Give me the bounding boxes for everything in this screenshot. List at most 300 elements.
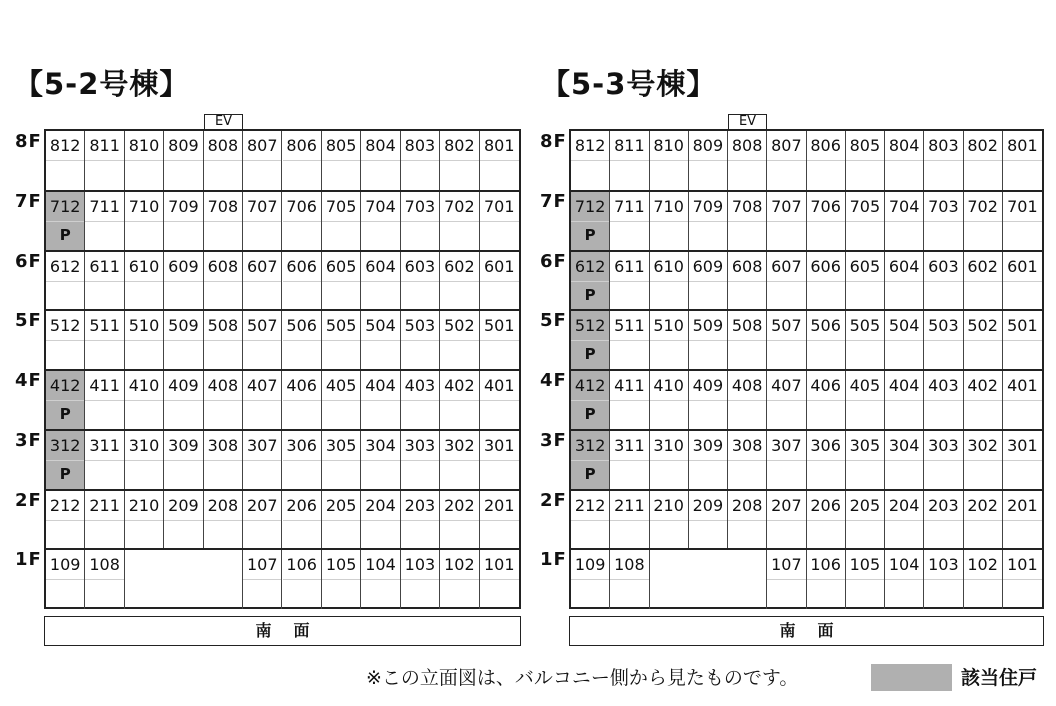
unit-cell <box>283 550 322 609</box>
unit-cell <box>964 371 1003 430</box>
unit-cell <box>689 371 728 430</box>
unit-cell <box>46 550 85 609</box>
unit-number: 609 <box>164 252 202 282</box>
unit-cell <box>85 550 124 609</box>
unit-number: 601 <box>480 252 519 282</box>
unit-cell <box>885 252 924 311</box>
unit-cell <box>964 311 1003 370</box>
elevator-label: EV <box>204 114 243 130</box>
unit-number: 311 <box>610 431 648 461</box>
unit-number: 807 <box>767 131 805 161</box>
floor-label: 6F <box>15 250 42 272</box>
unit-number: 210 <box>650 491 688 521</box>
empty-unit-cell <box>164 550 203 609</box>
unit-cell <box>480 371 519 430</box>
unit-cell <box>283 491 322 550</box>
unit-cell <box>964 550 1003 609</box>
unit-number: 801 <box>480 131 519 161</box>
unit-number: 707 <box>243 192 281 222</box>
unit-number: 805 <box>322 131 360 161</box>
unit-cell <box>610 252 649 311</box>
unit-number: 109 <box>571 550 609 580</box>
unit-number: 503 <box>401 311 439 341</box>
unit-number: 402 <box>440 371 478 401</box>
unit-cell <box>924 491 963 550</box>
unit-number: 408 <box>728 371 766 401</box>
unit-cell <box>125 131 164 191</box>
unit-cell <box>480 192 519 251</box>
unit-number: 412 <box>46 371 84 401</box>
unit-cell <box>846 371 885 430</box>
parking-mark: P <box>584 464 596 483</box>
unit-number: 310 <box>650 431 688 461</box>
unit-number: 711 <box>85 192 123 222</box>
unit-number: 605 <box>322 252 360 282</box>
empty-unit-cell <box>650 550 689 609</box>
unit-number: 706 <box>807 192 845 222</box>
unit-cell <box>807 252 846 311</box>
unit-number: 506 <box>283 311 321 341</box>
unit-cell <box>1003 311 1042 370</box>
unit-cell <box>807 131 846 191</box>
unit-cell <box>440 431 479 490</box>
unit-cell <box>283 131 322 191</box>
unit-cell <box>322 491 361 550</box>
unit-number: 401 <box>1003 371 1042 401</box>
unit-number: 502 <box>440 311 478 341</box>
unit-cell <box>728 192 767 251</box>
elevation-grid <box>44 129 521 609</box>
unit-cell <box>243 192 282 251</box>
unit-number: 612 <box>46 252 84 282</box>
unit-number: 802 <box>440 131 478 161</box>
unit-number: 710 <box>650 192 688 222</box>
unit-cell <box>571 311 610 370</box>
unit-cell <box>571 431 610 490</box>
unit-cell <box>767 131 806 191</box>
unit-number <box>650 550 689 579</box>
unit-cell <box>689 431 728 490</box>
unit-cell <box>283 371 322 430</box>
unit-number: 406 <box>283 371 321 401</box>
unit-cell <box>1003 371 1042 430</box>
unit-cell <box>243 252 282 311</box>
unit-cell <box>440 192 479 251</box>
unit-number: 312 <box>46 431 84 461</box>
unit-cell <box>361 311 400 370</box>
unit-number: 211 <box>610 491 648 521</box>
unit-number <box>164 550 203 579</box>
unit-number: 705 <box>322 192 360 222</box>
unit-cell <box>924 131 963 191</box>
unit-cell <box>610 131 649 191</box>
unit-number: 308 <box>728 431 766 461</box>
unit-number: 607 <box>243 252 281 282</box>
unit-number: 407 <box>767 371 805 401</box>
unit-cell <box>650 192 689 251</box>
unit-number: 107 <box>243 550 281 580</box>
parking-mark: P <box>59 225 71 244</box>
unit-number: 404 <box>361 371 399 401</box>
unit-number: 808 <box>728 131 766 161</box>
unit-cell <box>807 491 846 550</box>
unit-cell <box>650 252 689 311</box>
empty-unit-cell <box>728 550 767 609</box>
unit-number: 109 <box>46 550 84 580</box>
unit-cell <box>243 311 282 370</box>
unit-cell <box>85 371 124 430</box>
floor-label: 8F <box>540 131 567 152</box>
unit-number: 103 <box>924 550 962 580</box>
unit-cell <box>361 491 400 550</box>
unit-number: 105 <box>846 550 884 580</box>
unit-cell <box>125 431 164 490</box>
unit-cell <box>571 131 610 191</box>
unit-number: 301 <box>1003 431 1042 461</box>
unit-cell <box>1003 131 1042 191</box>
unit-cell <box>846 431 885 490</box>
unit-number: 101 <box>480 550 519 580</box>
unit-cell <box>401 131 440 191</box>
unit-cell <box>767 252 806 311</box>
unit-number: 411 <box>610 371 648 401</box>
unit-cell <box>924 550 963 609</box>
unit-number: 703 <box>401 192 439 222</box>
unit-number: 401 <box>480 371 519 401</box>
unit-number: 312 <box>571 431 609 461</box>
unit-cell <box>964 192 1003 251</box>
unit-number: 604 <box>885 252 923 282</box>
unit-number: 611 <box>85 252 123 282</box>
unit-number: 706 <box>283 192 321 222</box>
parking-mark: P <box>59 405 71 423</box>
unit-number: 303 <box>924 431 962 461</box>
unit-cell <box>1003 491 1042 550</box>
unit-number: 603 <box>401 252 439 282</box>
unit-cell <box>1003 192 1042 251</box>
unit-number: 505 <box>846 311 884 341</box>
unit-cell <box>964 252 1003 311</box>
unit-number: 207 <box>243 491 281 521</box>
unit-number <box>689 550 728 579</box>
unit-number: 602 <box>964 252 1002 282</box>
unit-cell <box>243 131 282 191</box>
unit-number: 212 <box>46 491 84 521</box>
unit-cell <box>322 431 361 490</box>
unit-cell <box>689 252 728 311</box>
floor-label: 3F <box>15 429 42 451</box>
unit-cell <box>164 311 203 370</box>
legend-label: 該当住戸 <box>961 667 1038 689</box>
unit-number: 402 <box>964 371 1002 401</box>
unit-number: 203 <box>401 491 439 521</box>
unit-cell <box>46 311 85 370</box>
unit-number: 801 <box>1003 131 1042 161</box>
unit-cell <box>243 550 282 609</box>
unit-cell <box>85 311 124 370</box>
unit-cell <box>728 371 767 430</box>
unit-cell <box>728 491 767 550</box>
unit-number: 710 <box>125 192 163 222</box>
unit-cell <box>728 131 767 191</box>
unit-number: 212 <box>571 491 609 521</box>
unit-number: 701 <box>480 192 519 222</box>
floor-label: 1F <box>540 549 567 571</box>
unit-cell <box>689 311 728 370</box>
unit-number: 508 <box>728 311 766 341</box>
parking-mark: P <box>584 285 596 304</box>
unit-number: 102 <box>440 550 478 580</box>
unit-number: 405 <box>846 371 884 401</box>
unit-number: 704 <box>885 192 923 222</box>
unit-cell <box>401 252 440 311</box>
unit-number: 812 <box>46 131 84 161</box>
unit-number: 606 <box>807 252 845 282</box>
unit-number: 311 <box>85 431 123 461</box>
elevation-grid <box>569 129 1044 609</box>
unit-number: 302 <box>964 431 1002 461</box>
unit-cell <box>689 131 728 191</box>
unit-number: 104 <box>361 550 399 580</box>
unit-number: 506 <box>807 311 845 341</box>
unit-cell <box>164 192 203 251</box>
unit-cell <box>728 311 767 370</box>
unit-number: 306 <box>283 431 321 461</box>
south-face-label: 南面 <box>44 616 521 646</box>
unit-number: 206 <box>283 491 321 521</box>
unit-cell <box>85 431 124 490</box>
unit-number: 108 <box>85 550 123 580</box>
unit-number: 304 <box>885 431 923 461</box>
empty-unit-cell <box>125 550 164 609</box>
unit-number: 210 <box>125 491 163 521</box>
unit-number: 104 <box>885 550 923 580</box>
unit-cell <box>571 491 610 550</box>
unit-number: 712 <box>46 192 84 222</box>
unit-number: 209 <box>689 491 727 521</box>
unit-number: 309 <box>689 431 727 461</box>
unit-number: 608 <box>204 252 242 282</box>
unit-number: 201 <box>1003 491 1042 521</box>
unit-number: 504 <box>361 311 399 341</box>
unit-cell <box>924 192 963 251</box>
unit-cell <box>401 431 440 490</box>
unit-cell <box>650 371 689 430</box>
unit-cell <box>322 371 361 430</box>
unit-cell <box>571 371 610 430</box>
unit-number: 501 <box>480 311 519 341</box>
unit-number: 403 <box>924 371 962 401</box>
unit-cell <box>283 192 322 251</box>
unit-number: 509 <box>164 311 202 341</box>
unit-cell <box>204 491 243 550</box>
unit-cell <box>728 252 767 311</box>
floor-label: 8F <box>15 131 42 152</box>
unit-number: 207 <box>767 491 805 521</box>
unit-cell <box>361 252 400 311</box>
unit-number: 802 <box>964 131 1002 161</box>
unit-number: 201 <box>480 491 519 521</box>
unit-cell <box>243 491 282 550</box>
unit-cell <box>767 491 806 550</box>
unit-cell <box>767 550 806 609</box>
unit-cell <box>571 252 610 311</box>
unit-cell <box>46 131 85 191</box>
unit-cell <box>46 491 85 550</box>
unit-number: 604 <box>361 252 399 282</box>
parking-mark: P <box>584 345 596 364</box>
floor-label: 5F <box>15 310 42 332</box>
unit-cell <box>885 491 924 550</box>
unit-number: 205 <box>846 491 884 521</box>
unit-cell <box>322 311 361 370</box>
unit-cell <box>164 252 203 311</box>
unit-cell <box>85 131 124 191</box>
unit-cell <box>204 371 243 430</box>
parking-mark: P <box>584 225 596 244</box>
unit-number: 204 <box>361 491 399 521</box>
unit-cell <box>440 491 479 550</box>
unit-cell <box>125 311 164 370</box>
floor-label: 6F <box>540 250 567 272</box>
unit-cell <box>401 550 440 609</box>
unit-cell <box>283 252 322 311</box>
unit-number: 702 <box>440 192 478 222</box>
unit-cell <box>480 131 519 191</box>
unit-number: 501 <box>1003 311 1042 341</box>
unit-cell <box>401 371 440 430</box>
unit-cell <box>1003 252 1042 311</box>
unit-cell <box>46 371 85 430</box>
unit-number: 510 <box>650 311 688 341</box>
unit-number: 511 <box>85 311 123 341</box>
empty-unit-cell <box>204 550 243 609</box>
unit-cell <box>361 550 400 609</box>
floor-label: 1F <box>15 549 42 571</box>
unit-number: 405 <box>322 371 360 401</box>
unit-cell <box>767 431 806 490</box>
unit-number: 410 <box>125 371 163 401</box>
unit-number: 209 <box>164 491 202 521</box>
unit-cell <box>767 371 806 430</box>
unit-cell <box>401 311 440 370</box>
unit-cell <box>164 131 203 191</box>
unit-cell <box>885 192 924 251</box>
floor-label: 4F <box>15 370 42 391</box>
unit-cell <box>610 371 649 430</box>
legend-swatch <box>871 664 952 691</box>
unit-cell <box>846 131 885 191</box>
unit-cell <box>46 252 85 311</box>
unit-cell <box>125 371 164 430</box>
unit-number: 403 <box>401 371 439 401</box>
unit-number: 107 <box>767 550 805 580</box>
parking-mark: P <box>584 405 596 423</box>
unit-number: 701 <box>1003 192 1042 222</box>
unit-cell <box>361 371 400 430</box>
unit-cell <box>964 491 1003 550</box>
unit-cell <box>924 311 963 370</box>
unit-number: 809 <box>689 131 727 161</box>
unit-cell <box>807 192 846 251</box>
unit-number: 408 <box>204 371 242 401</box>
unit-cell <box>807 311 846 370</box>
unit-number: 505 <box>322 311 360 341</box>
unit-cell <box>401 491 440 550</box>
unit-number: 103 <box>401 550 439 580</box>
unit-cell <box>689 192 728 251</box>
unit-number: 707 <box>767 192 805 222</box>
unit-number: 610 <box>650 252 688 282</box>
unit-number: 708 <box>728 192 766 222</box>
unit-cell <box>125 192 164 251</box>
unit-number: 108 <box>610 550 648 580</box>
unit-number: 407 <box>243 371 281 401</box>
unit-cell <box>885 431 924 490</box>
unit-cell <box>204 252 243 311</box>
unit-number: 303 <box>401 431 439 461</box>
unit-cell <box>610 431 649 490</box>
unit-number: 412 <box>571 371 609 401</box>
unit-number: 409 <box>689 371 727 401</box>
unit-cell <box>164 491 203 550</box>
building-title: 【5-3号棟】 <box>541 67 717 101</box>
unit-cell <box>361 431 400 490</box>
unit-cell <box>480 550 519 609</box>
unit-cell <box>846 311 885 370</box>
floor-label: 7F <box>15 190 42 212</box>
unit-cell <box>125 252 164 311</box>
unit-number: 803 <box>924 131 962 161</box>
unit-number: 102 <box>964 550 1002 580</box>
unit-number: 809 <box>164 131 202 161</box>
unit-number: 410 <box>650 371 688 401</box>
unit-cell <box>243 431 282 490</box>
unit-cell <box>571 192 610 251</box>
unit-cell <box>164 431 203 490</box>
unit-cell <box>322 131 361 191</box>
unit-cell <box>204 311 243 370</box>
unit-cell <box>440 252 479 311</box>
unit-number: 202 <box>964 491 1002 521</box>
unit-number: 503 <box>924 311 962 341</box>
unit-cell <box>650 311 689 370</box>
unit-number: 803 <box>401 131 439 161</box>
unit-cell <box>204 431 243 490</box>
floor-label: 5F <box>540 310 567 332</box>
unit-number: 106 <box>283 550 321 580</box>
unit-cell <box>964 431 1003 490</box>
unit-cell <box>480 252 519 311</box>
unit-cell <box>361 131 400 191</box>
unit-cell <box>125 491 164 550</box>
unit-number: 307 <box>767 431 805 461</box>
unit-number: 106 <box>807 550 845 580</box>
unit-cell <box>885 131 924 191</box>
unit-cell <box>480 311 519 370</box>
unit-cell <box>650 431 689 490</box>
unit-number: 305 <box>846 431 884 461</box>
unit-cell <box>767 192 806 251</box>
unit-number: 504 <box>885 311 923 341</box>
unit-cell <box>322 252 361 311</box>
unit-number: 806 <box>807 131 845 161</box>
unit-number: 810 <box>650 131 688 161</box>
unit-cell <box>885 371 924 430</box>
unit-number: 607 <box>767 252 805 282</box>
unit-cell <box>846 252 885 311</box>
unit-number: 306 <box>807 431 845 461</box>
